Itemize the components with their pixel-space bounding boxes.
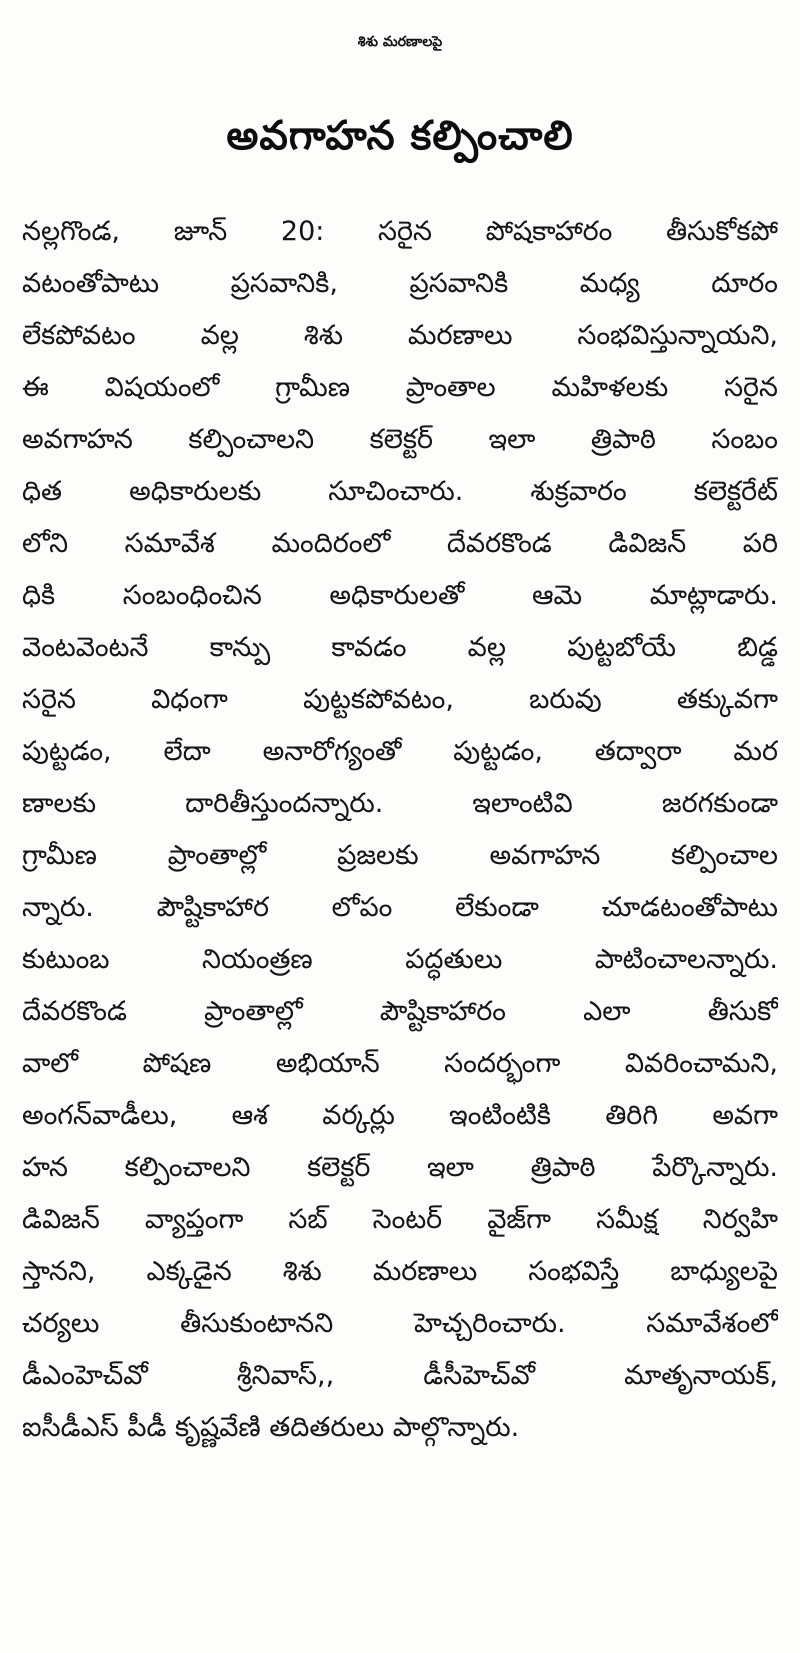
article-line-1: నల్లగొండ, జూన్ 20: సరైన పోషకాహారం తీసుకోకపో	[22, 216, 778, 247]
article-kicker: శిశు మరణాలపై	[357, 34, 443, 50]
article-headline: అవగాహన కల్పించాలి	[226, 113, 574, 159]
article-line-8: ధికి సంబంధించిన అధికారులతో ఆమె మాట్లాడారు.	[22, 580, 778, 611]
article-line-15: కుటుంబ నియంత్రణ పద్ధతులు పాటించాలన్నారు.	[22, 944, 778, 975]
article-line-22: చర్యలు తీసుకుంటానని హెచ్చరించారు. సమావేశంలో	[22, 1308, 778, 1339]
article-line-7: లోని సమావేశ మందిరంలో దేవరకొండ డివిజన్ పరి	[22, 528, 778, 559]
article-line-17: వాలో పోషణ అభియాన్ సందర్భంగా వివరించామని,	[22, 1048, 778, 1079]
article-line-3: లేకపోవటం వల్ల శిశు మరణాలు సంభవిస్తున్నాయని,	[22, 320, 778, 351]
article-line-23: డీఎంహెచ్‌వో శ్రీనివాస్,, డీసీహెచ్‌వో మాతృనాయక్,	[22, 1360, 778, 1391]
article-line-9: వెంటవెంటనే కాన్పు కావడం వల్ల పుట్టబోయే బిడ్డ	[22, 632, 778, 663]
article-line-18: అంగన్‌వాడీలు, ఆశ వర్కర్లు ఇంటింటికి తిరిగి అవగా	[22, 1100, 778, 1131]
article-body	[22, 206, 778, 1454]
article-line-13: గ్రామీణ ప్రాంతాల్లో ప్రజలకు అవగాహన కల్పించాల	[22, 840, 778, 871]
article-line-24: ఐసీడీఎస్ పీడీ కృష్ణవేణి తదితరులు పాల్గొన్నారు.	[22, 1412, 520, 1443]
article-line-12: ణాలకు దారితీస్తుందన్నారు. ఇలాంటివి జరగకుండా	[22, 788, 778, 819]
article-line-2: వటంతోపాటు ప్రసవానికి, ప్రసవానికి మధ్య దూరం	[22, 268, 778, 299]
article-line-19: హన కల్పించాలని కలెక్టర్ ఇలా త్రిపాఠి పేర్కొన్నారు.	[22, 1152, 778, 1183]
article-line-5: అవగాహన కల్పించాలని కలెక్టర్ ఇలా త్రిపాఠి సంబం	[22, 424, 778, 455]
article-line-16: దేవరకొండ ప్రాంతాల్లో పౌష్టికాహారం ఎలా తీసుకో	[22, 996, 778, 1027]
article-line-6: ధిత అధికారులకు సూచించారు. శుక్రవారం కలెక్టరేట్	[22, 476, 778, 507]
article-line-10: సరైన విధంగా పుట్టకపోవటం, బరువు తక్కువగా	[22, 684, 778, 715]
article-line-20: డివిజన్ వ్యాప్తంగా సబ్ సెంటర్ వైజ్‌గా సమీక్ష నిర్వహి	[22, 1204, 778, 1235]
article-line-4: ఈ విషయంలో గ్రామీణ ప్రాంతాల మహిళలకు సరైన	[22, 372, 778, 403]
article-line-21: స్తానని, ఎక్కడైన శిశు మరణాలు సంభవిస్తే బాధ్యులపై	[22, 1256, 778, 1287]
article-line-14: న్నారు. పౌష్టికాహార లోపం లేకుండా చూడటంతోపాటు	[22, 892, 778, 923]
article-line-11: పుట్టడం, లేదా అనారోగ్యంతో పుట్టడం, తద్వారా మర	[22, 736, 778, 767]
